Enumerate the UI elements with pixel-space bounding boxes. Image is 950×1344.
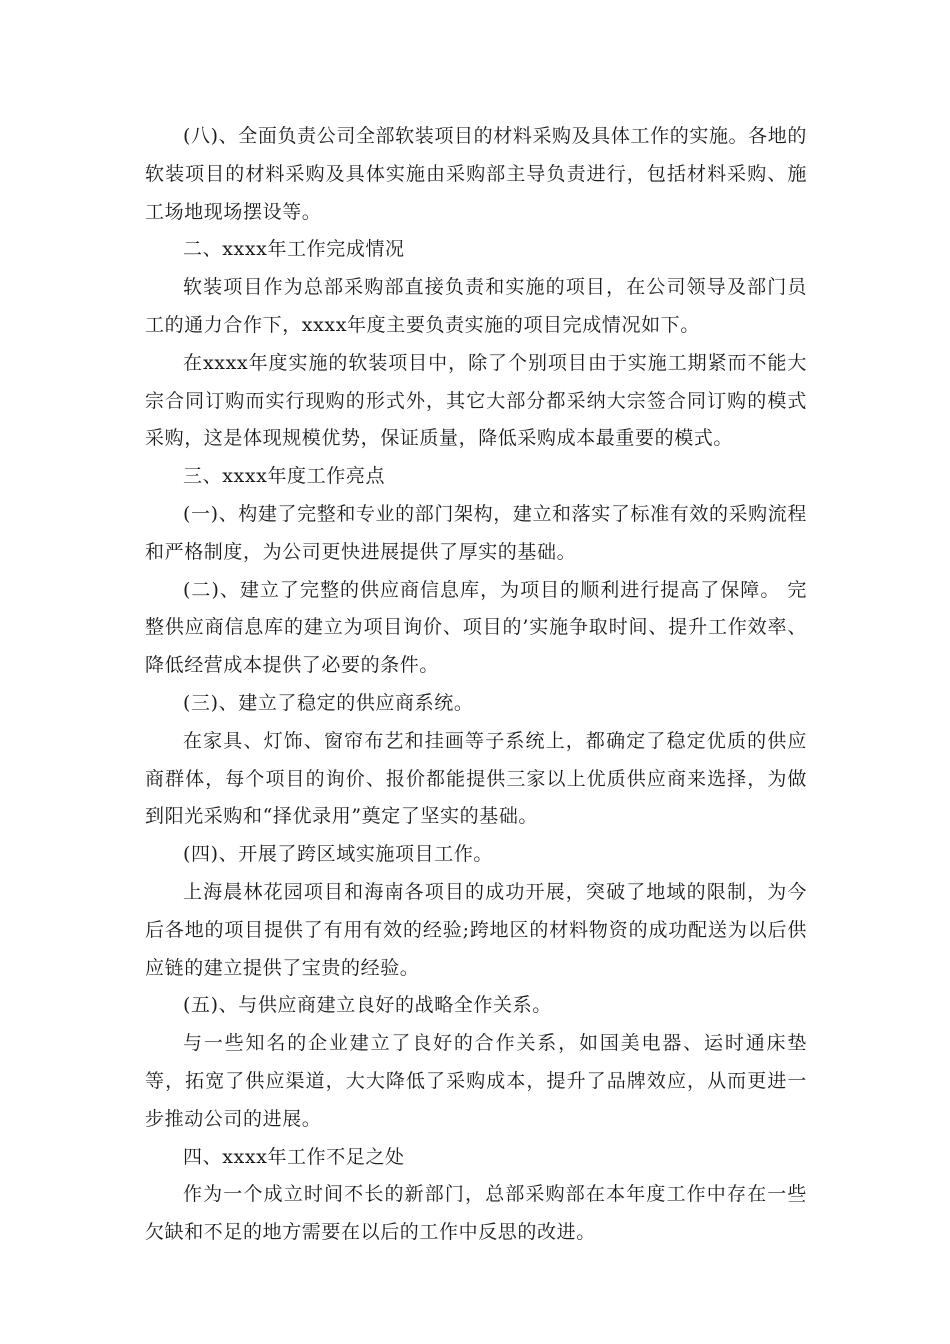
paragraph-shortcomings: 作为一个成立时间不长的新部门，总部采购部在本年度工作中存在一些欠缺和不足的地方需要在以后的工作中反思的改进。 [145, 1183, 807, 1244]
paragraph-highlight-3: (三)、建立了稳定的供应商系统。 [183, 691, 474, 714]
paragraph-procurement-mode: 在xxxx年度实施的软装项目中，除了个别项目由于实施工期紧而不能大宗合同订购而实行现购的形式外，其它大部分都采纳大宗签合同订购的模式采购，这是体现规模优势，保证质量，降低采购成本最重要的模式。 [145, 351, 807, 450]
document-body [145, 118, 807, 1252]
paragraph-cross-region: 上海晨林花园项目和海南各项目的成功开展，突破了地域的限制，为今后各地的项目提供了有用有效的经验;跨地区的材料物资的成功配送为以后供应链的建立提供了宝贵的经验。 [145, 880, 807, 979]
section-heading-2: 二、xxxx年工作完成情况 [183, 238, 405, 261]
paragraph-partnerships: 与一些知名的企业建立了良好的合作关系，如国美电器、运时通床垫等，拓宽了供应渠道，大大降低了采购成本，提升了品牌效应，从而更进一步推动公司的进展。 [145, 1032, 807, 1130]
section-heading-3: 三、xxxx年度工作亮点 [183, 465, 386, 488]
paragraph-highlight-4: (四)、开展了跨区域实施项目工作。 [183, 843, 494, 866]
paragraph-supplier-groups: 在家具、灯饰、窗帘布艺和挂画等子系统上，都确定了稳定优质的供应商群体，每个项目的询价、报价都能提供三家以上优质供应商来选择，为做到阳光采购和“择优录用”奠定了坚实的基础。 [145, 729, 807, 828]
paragraph-completion-intro: 软装项目作为总部采购部直接负责和实施的项目，在公司领导及部门员工的通力合作下，xxxx年度主要负责实施的项目完成情况如下。 [145, 276, 807, 336]
paragraph-highlight-2: (二)、建立了完整的供应商信息库，为项目的顺利进行提高了保障。 完整供应商信息库的建立为项目询价、项目的’实施争取时间、提升工作效率、降低经营成本提供了必要的条件。 [145, 578, 807, 677]
paragraph-highlight-5: (五)、与供应商建立良好的战略全作关系。 [183, 994, 552, 1017]
section-heading-4: 四、xxxx年工作不足之处 [183, 1145, 405, 1168]
paragraph-item-8: (八)、全面负责公司全部软装项目的材料采购及具体工作的实施。各地的软装项目的材料采购及具体实施由采购部主导负责进行，包括材料采购、施工场地现场摆设等。 [145, 125, 807, 223]
paragraph-highlight-1: (一)、构建了完整和专业的部门架构，建立和落实了标准有效的采购流程和严格制度，为公司更快进展提供了厚实的基础。 [145, 502, 807, 563]
